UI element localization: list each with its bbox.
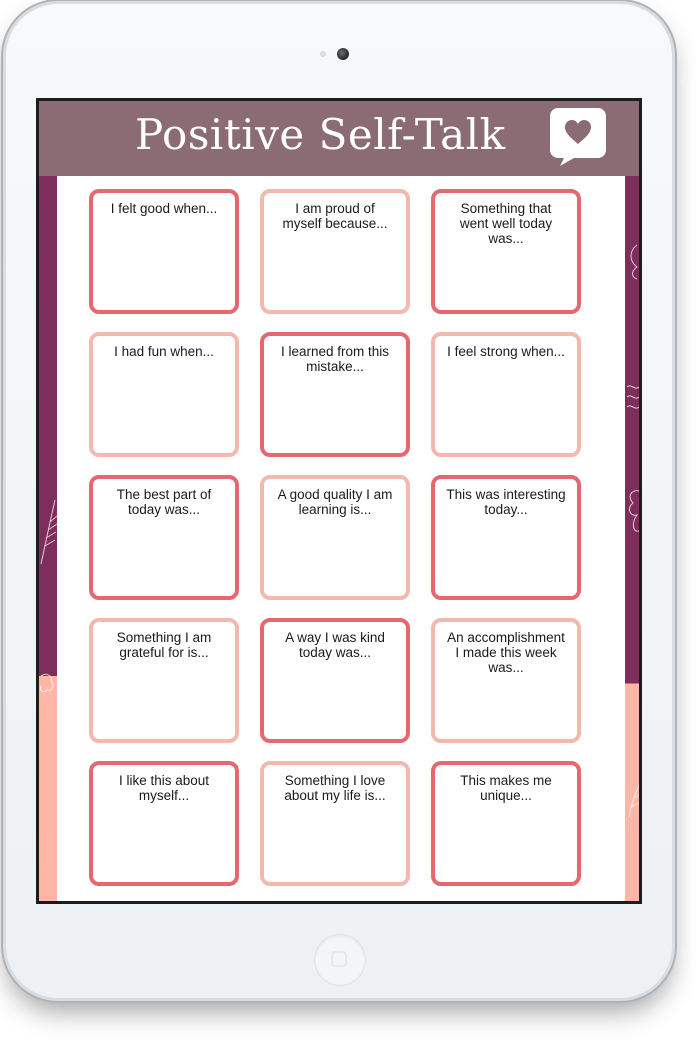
prompt-text: I had fun when... [114, 344, 214, 359]
prompt-text: Something I love about my life is... [284, 773, 386, 803]
worksheet-header [39, 101, 639, 176]
wave-doodle-icon [625, 381, 639, 421]
prompt-card[interactable] [431, 332, 581, 457]
prompt-text: I learned from this mistake... [280, 344, 390, 374]
prompt-text: I feel strong when... [447, 344, 565, 359]
prompt-text: The best part of today was... [116, 487, 212, 517]
prompt-text: Something I am grateful for is... [116, 630, 212, 660]
front-camera-icon [337, 48, 349, 60]
page-title: Positive Self-Talk [135, 110, 506, 159]
prompt-text: This was interesting today... [446, 487, 566, 517]
prompt-text: I am proud of myself because... [282, 201, 388, 231]
prompt-card[interactable] [431, 618, 581, 743]
sensor-dot [320, 51, 326, 57]
heart-speech-bubble-icon [548, 106, 608, 166]
swirl-doodle-icon [625, 241, 639, 281]
prompt-text: I like this about myself... [118, 773, 210, 803]
prompt-card[interactable] [260, 618, 410, 743]
prompt-card[interactable] [260, 475, 410, 600]
prompt-card[interactable] [89, 189, 239, 314]
prompt-text: A good quality I am learning is... [277, 487, 393, 517]
cloud-doodle-icon-right [625, 481, 639, 541]
prompt-card[interactable] [89, 475, 239, 600]
prompt-card[interactable] [89, 332, 239, 457]
screen [36, 98, 642, 904]
cloud-doodle-icon [39, 636, 57, 696]
prompt-text: I felt good when... [110, 201, 218, 216]
leaf-doodle-icon-right [625, 781, 639, 821]
prompt-card[interactable] [89, 618, 239, 743]
worksheet-page [39, 101, 639, 901]
prompt-card[interactable] [431, 761, 581, 886]
leaf-doodle-icon [39, 496, 57, 566]
prompt-card[interactable] [260, 189, 410, 314]
prompt-card[interactable] [431, 189, 581, 314]
tablet-frame [6, 4, 672, 998]
prompt-text: This makes me unique... [460, 773, 552, 803]
prompt-card[interactable] [260, 332, 410, 457]
home-button-icon[interactable] [314, 934, 366, 986]
prompt-text: An accomplishment I made this week was... [447, 630, 565, 675]
home-square-icon [331, 951, 347, 967]
prompt-card[interactable] [260, 761, 410, 886]
prompt-text: A way I was kind today was... [285, 630, 385, 660]
prompt-card[interactable] [431, 475, 581, 600]
prompt-text: Something that went well today was... [459, 201, 553, 246]
prompt-card[interactable] [89, 761, 239, 886]
